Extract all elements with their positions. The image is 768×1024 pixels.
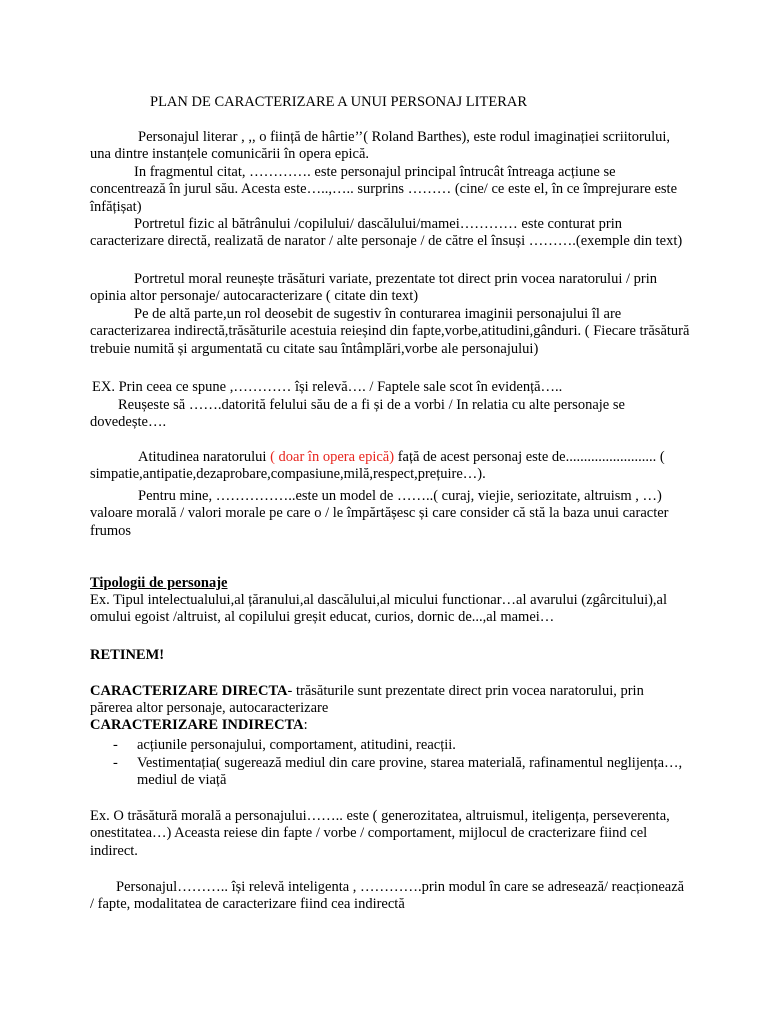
indirect-heading bbox=[90, 717, 690, 734]
typology-heading: Tipologii de personaje bbox=[90, 575, 228, 591]
intro-paragraph-3: Portretul fizic al bătrânului /copilului/ dascălului/mamei………… este conturat prin caracterizare directă, realizată de narator / alte personaje / de către el însuși ……….(exemple din text) bbox=[90, 216, 683, 250]
list-item-text: Vestimentația( sugerează mediul din care provine, starea materială, rafinamentul neglijența…, mediul de viață bbox=[137, 755, 683, 789]
page-title: PLAN DE CARACTERIZARE A UNUI PERSONAJ LITERAR bbox=[150, 94, 528, 110]
example-2-paragraph: Ex. O trăsătură morală a personajului…….. este ( generozitatea, altruismul, iteligența, perseverenta, onestitatea…) Aceasta reiese din fapte / vorbe / comportament, mijlocul de cracterizare fiind cel indirect. bbox=[90, 808, 670, 859]
direct-text: - trăsăturile sunt prezentate direct prin vocea naratorului, prin părerea altor personaje, autocaracterizare bbox=[90, 683, 644, 717]
attitude-rest: față de acest personaj este de......................... ( simpatie,antipatie,dezaprobare,compasiune,milă,respect,prețuire…). bbox=[90, 449, 665, 483]
personal-paragraph: Pentru mine, ……………..este un model de ……..( curaj, viejie, seriozitate, altruism , …) valoare morală / valori morale pe care o / le împărtășesc și care consider că stă la baza unui caracter frumos bbox=[90, 488, 669, 539]
attitude-lead: Atitudinea naratorului bbox=[138, 449, 271, 465]
list-item-text: acțiunile personajului, comportament, atitudini, reacții. bbox=[137, 737, 456, 753]
intro-paragraph-5: Pe de altă parte,un rol deosebit de sugestiv în conturarea imaginii personajului îl are caracterizarea indirectă,trăsăturile acestuia reieșind din fapte,vorbe,atitudini,gânduri. ( Fiecare trăsătură trebuie numită și argumentată cu citate sau întâmplări,vorbe ale personajului) bbox=[90, 306, 690, 357]
attitude-paragraph bbox=[90, 449, 690, 484]
intro-paragraph-4: Portretul moral reunește trăsături variate, prezentate tot direct prin vocea naratorului / prin opinia altor personaje/ autocaracterizare ( citate din text) bbox=[90, 271, 657, 305]
list-dash: - bbox=[113, 737, 118, 753]
intro-paragraph-2: In fragmentul citat, …………. este personajul principal întrucât întreaga acțiune se concentrează în jurul său. Acesta este…..,….. surprins ……… (cine/ ce este el, în ce împrejurare este înfățișat) bbox=[90, 164, 678, 215]
direct-paragraph bbox=[90, 683, 690, 718]
attitude-highlight: ( doar în opera epică) bbox=[270, 449, 395, 465]
direct-label: CARACTERIZARE DIRECTA bbox=[90, 683, 288, 699]
typology-text: Ex. Tipul intelectualului,al țăranului,al dascălului,al micului functionar…al avarului (zgârcitului),al omului egoist /altruist, al copilului greșit educat, curios, dornic de...,al mamei… bbox=[90, 592, 668, 626]
indirect-label: CARACTERIZARE INDIRECTA bbox=[90, 717, 304, 733]
example-line-2: Reușeste să …….datorită felului său de a fi și de a vorbi / In relatia cu alte personaje se dovedește…. bbox=[90, 397, 625, 431]
list-item bbox=[113, 755, 693, 790]
example-line-1: EX. Prin ceea ce spune ,………… își relevă…. / Faptele sale scot în evidență….. bbox=[92, 379, 563, 395]
intro-paragraph-1: Personajul literar , ,, o ființă de hârtie’’( Roland Barthes), este rodul imaginației scriitorului, una dintre instanțele comunicării în opera epică. bbox=[90, 129, 671, 163]
final-paragraph: Personajul……….. își relevă inteligenta , ………….prin modul în care se adresează/ reacționează / fapte, modalitatea de caracterizare fiind cea indirectă bbox=[90, 879, 685, 913]
list-item bbox=[113, 737, 693, 754]
indirect-colon: : bbox=[303, 717, 308, 733]
list-dash: - bbox=[113, 755, 118, 771]
retinem-heading: RETINEM! bbox=[90, 647, 165, 663]
